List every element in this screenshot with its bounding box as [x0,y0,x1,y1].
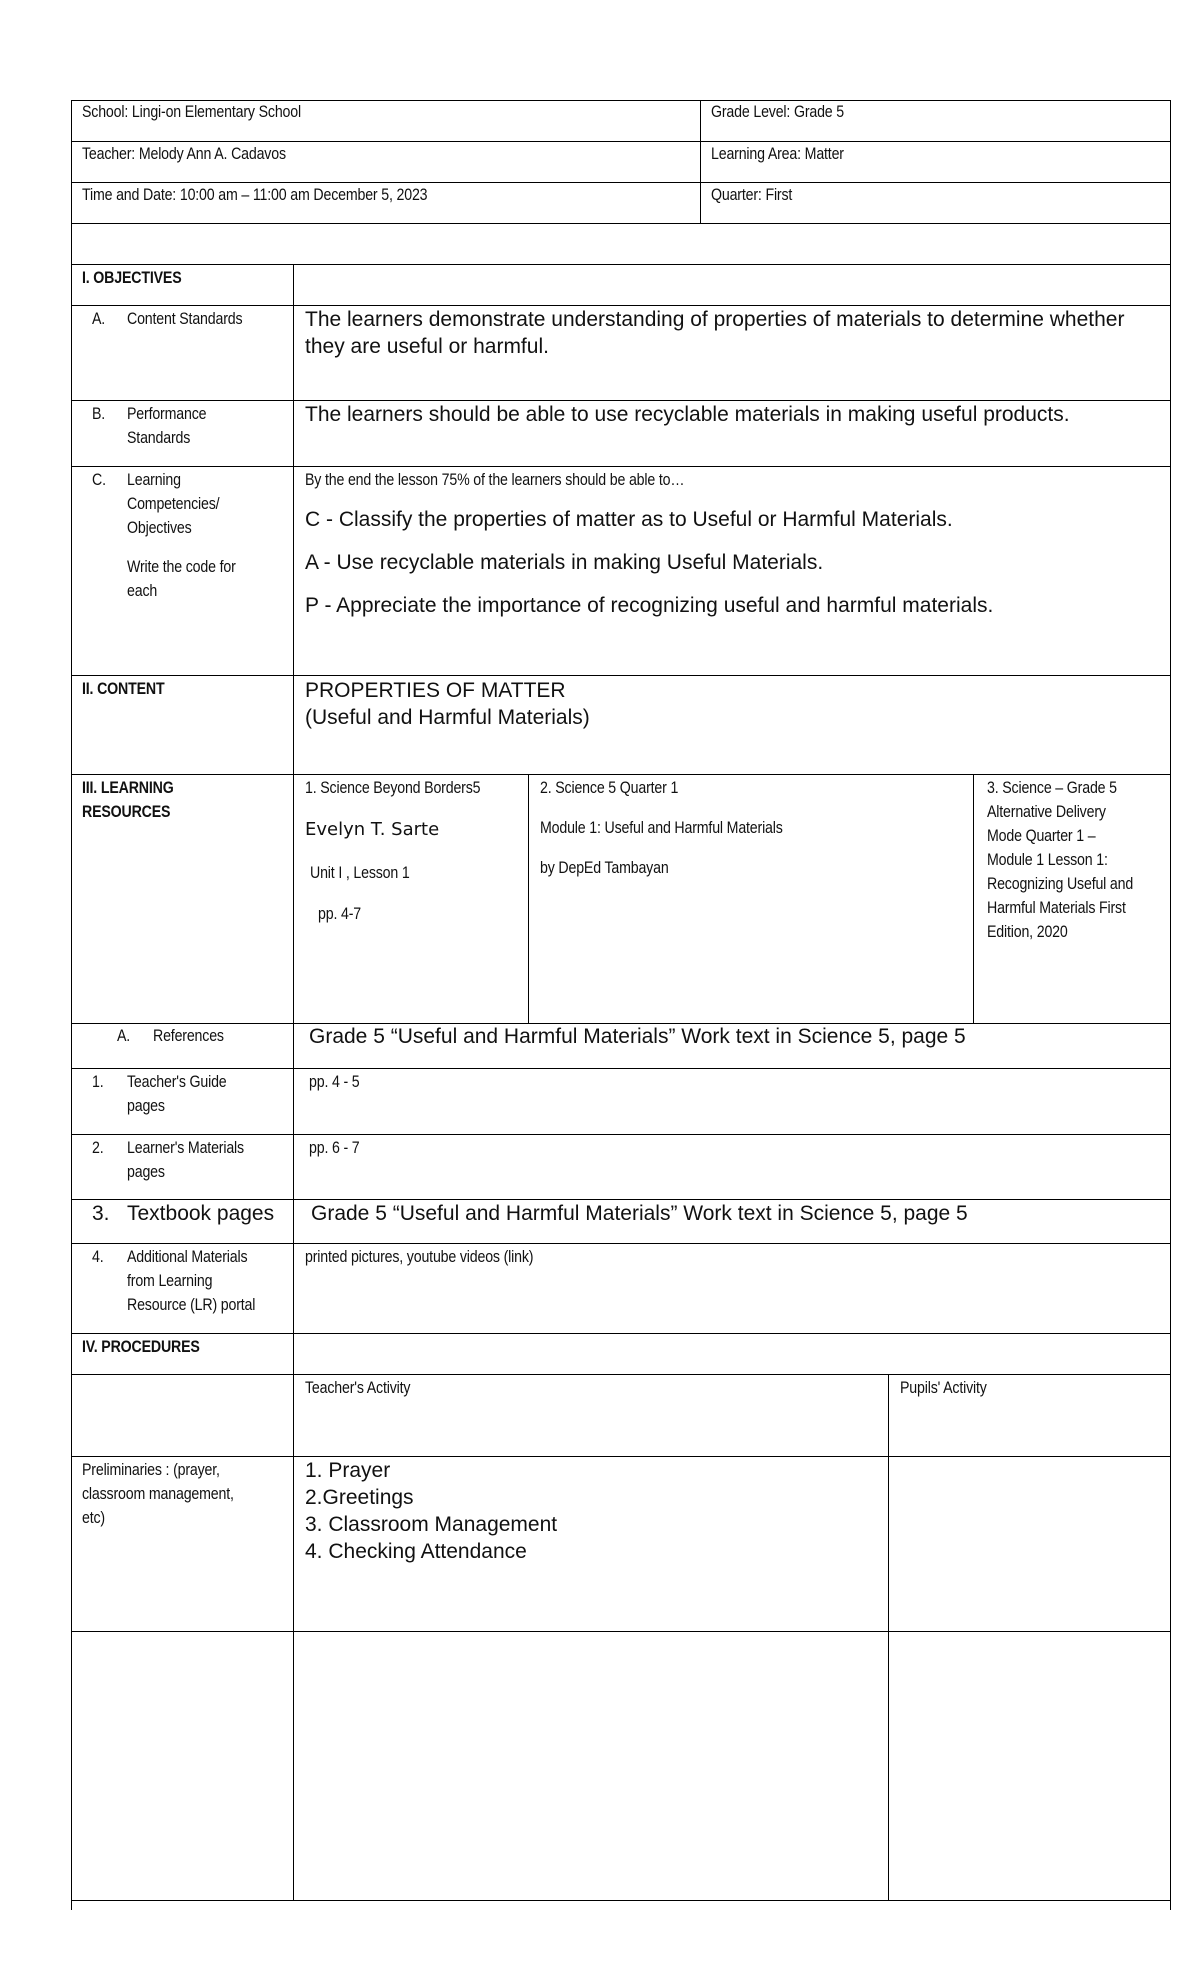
resource-1-pages: pp. 4-7 [318,905,361,923]
preliminaries-label-2: classroom management, [82,1485,234,1503]
resource-3-line-7: Edition, 2020 [987,923,1068,941]
teachers-guide-label-2: pages [127,1097,165,1115]
performance-standards-label-1: Performance [127,405,207,423]
table-border-right [1170,100,1171,1910]
preliminaries-label-1: Preliminaries : (prayer, [82,1461,220,1479]
rule [71,466,1171,467]
learning-resources-heading-1: III. LEARNING [82,779,174,797]
competencies-label-5: each [127,582,158,600]
rule [888,1374,889,1901]
objective-a: A - Use recyclable materials in making Useful Materials. [305,551,824,574]
performance-standards-label-2: Standards [127,429,191,447]
references-text: Grade 5 “Useful and Harmful Materials” Work text in Science 5, page 5 [309,1025,966,1048]
grade-level-field: Grade Level: Grade 5 [711,103,845,121]
rule [71,264,1171,265]
school-field: School: Lingi-on Elementary School [82,103,301,121]
performance-standards-marker: B. [92,405,106,423]
preliminaries-label-3: etc) [82,1509,105,1527]
additional-materials-label-3: Resource (LR) portal [127,1296,256,1314]
resource-3-line-2: Alternative Delivery [987,803,1106,821]
learners-materials-label-1: Learner's Materials [127,1139,244,1157]
teacher-field: Teacher: Melody Ann A. Cadavos [82,145,286,163]
learning-resources-heading-2: RESOURCES [82,803,171,821]
additional-materials-marker: 4. [92,1248,104,1266]
procedure-item-classroom-management: 3. Classroom Management [305,1513,558,1536]
content-standards-label: Content Standards [127,310,243,328]
learners-materials-label-2: pages [127,1163,165,1181]
resource-3-line-6: Harmful Materials First [987,899,1126,917]
content-standards-text-1: The learners demonstrate understanding of properties of materials to determine whether [305,308,1125,331]
procedures-heading: IV. PROCEDURES [82,1338,200,1356]
resource-2-publisher: by DepEd Tambayan [540,859,669,877]
rule [71,1374,1171,1375]
resource-1-unit: Unit I , Lesson 1 [310,864,410,882]
textbook-marker: 3. [92,1202,110,1225]
resource-2-title: 2. Science 5 Quarter 1 [540,779,679,797]
teachers-guide-label-1: Teacher's Guide [127,1073,227,1091]
time-date-field: Time and Date: 10:00 am – 11:00 am December 5, 2023 [82,186,428,204]
objectives-heading: I. OBJECTIVES [82,269,182,287]
resource-2-module: Module 1: Useful and Harmful Materials [540,819,783,837]
additional-materials-label-1: Additional Materials [127,1248,248,1266]
additional-materials-value: printed pictures, youtube videos (link) [305,1248,534,1266]
pupil-activity-header: Pupils' Activity [900,1379,987,1397]
resource-1-title: 1. Science Beyond Borders5 [305,779,481,797]
learners-materials-value: pp. 6 - 7 [309,1139,360,1157]
resource-3-line-5: Recognizing Useful and [987,875,1134,893]
rule [71,1243,1171,1244]
rule [71,1900,1171,1901]
procedure-item-prayer: 1. Prayer [305,1459,391,1482]
objective-c: C - Classify the properties of matter as to Useful or Harmful Materials. [305,508,953,531]
additional-materials-label-2: from Learning [127,1272,213,1290]
content-standards-text-2: they are useful or harmful. [305,335,549,358]
content-subtitle: (Useful and Harmful Materials) [305,706,590,729]
rule [71,1134,1171,1135]
competencies-label-1: Learning [127,471,181,489]
procedure-item-attendance: 4. Checking Attendance [305,1540,527,1563]
rule [71,1333,1171,1334]
textbook-value: Grade 5 “Useful and Harmful Materials” Work text in Science 5, page 5 [311,1202,968,1225]
competencies-intro: By the end the lesson 75% of the learners should be able to… [305,471,685,489]
resource-3-line-1: 3. Science – Grade 5 [987,779,1117,797]
references-label: References [153,1027,224,1045]
resource-3-line-4: Module 1 Lesson 1: [987,851,1108,869]
rule [700,100,701,224]
rule [71,1631,1171,1632]
rule [71,774,1171,775]
quarter-field: Quarter: First [711,186,793,204]
competencies-marker: C. [92,471,106,489]
rule [528,774,529,1024]
rule [71,1068,1171,1069]
content-title: PROPERTIES OF MATTER [305,679,566,702]
learners-materials-marker: 2. [92,1139,104,1157]
teachers-guide-marker: 1. [92,1073,104,1091]
competencies-label-4: Write the code for [127,558,236,576]
teachers-guide-value: pp. 4 - 5 [309,1073,360,1091]
procedure-item-greetings: 2.Greetings [305,1486,414,1509]
rule [293,264,294,1901]
competencies-label-2: Competencies/ [127,495,220,513]
rule [71,675,1171,676]
rule [71,1456,1171,1457]
resource-1-author: Evelyn T. Sarte [305,819,440,840]
references-marker: A. [117,1027,131,1045]
textbook-label: Textbook pages [127,1202,275,1225]
teacher-activity-header: Teacher's Activity [305,1379,411,1397]
learning-area-field: Learning Area: Matter [711,145,844,163]
resource-3-line-3: Mode Quarter 1 – [987,827,1096,845]
performance-standards-text: The learners should be able to use recyclable materials in making useful products. [305,403,1070,426]
content-standards-marker: A. [92,310,106,328]
competencies-label-3: Objectives [127,519,192,537]
rule [973,774,974,1024]
rule [71,223,1171,224]
objective-p: P - Appreciate the importance of recognizing useful and harmful materials. [305,594,994,617]
content-heading: II. CONTENT [82,680,165,698]
table-border-left [71,100,72,1910]
